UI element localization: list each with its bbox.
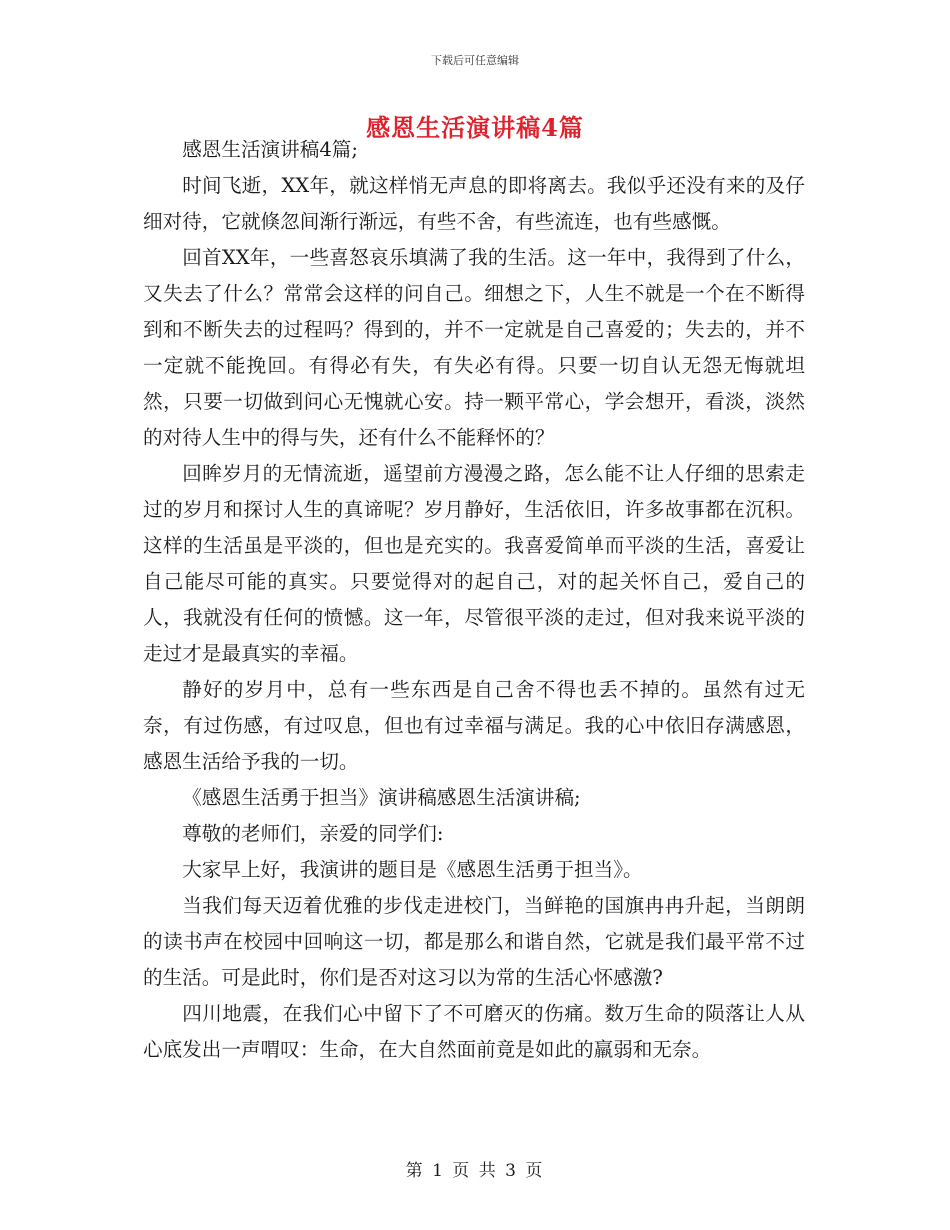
paragraph: 四川地震，在我们心中留下了不可磨灭的伤痛。数万生命的陨落让人从心底发出一声喟叹：生命，在大自然面前竟是如此的羸弱和无奈。 <box>143 1002 805 1061</box>
page-header-note: 下载后可任意编辑 <box>431 54 519 67</box>
document-body <box>143 132 805 1068</box>
page-number-footer: 第 1 页 共 3 页 <box>405 1161 545 1181</box>
paragraph: 时间飞逝，XX年，就这样悄无声息的即将离去。我似乎还没有来的及仔细对待，它就倏忽间渐行渐远，有些不舍，有些流连，也有些感慨。 <box>143 174 805 233</box>
paragraph: 回眸岁月的无情流逝，遥望前方漫漫之路，怎么能不让人仔细的思索走过的岁月和探讨人生的真谛呢？岁月静好，生活依旧，许多故事都在沉积。这样的生活虽是平淡的，但也是充实的。我喜爱简单而平淡的生活，喜爱让自己能尽可能的真实。只要觉得对的起自己，对的起关怀自己，爱自己的人，我就没有任何的愤憾。这一年，尽管很平淡的走过，但对我来说平淡的走过才是最真实的幸福。 <box>143 462 805 665</box>
document-title: 感恩生活演讲稿4篇 <box>366 113 584 142</box>
paragraph: 大家早上好，我演讲的题目是《感恩生活勇于担当》。 <box>182 858 643 881</box>
paragraph: 回首XX年，一些喜怒哀乐填满了我的生活。这一年中，我得到了什么，又失去了什么？常常会这样的问自己。细想之下，人生不就是一个在不断得到和不断失去的过程吗？得到的，并不一定就是自己喜爱的；失去的，并不一定就不能挽回。有得必有失，有失必有得。只要一切自认无怨无悔就坦然，只要一切做到问心无愧就心安。持一颗平常心，学会想开，看淡，淡然的对待人生中的得与失，还有什么不能释怀的？ <box>143 246 805 449</box>
paragraph: 静好的岁月中，总有一些东西是自己舍不得也丢不掉的。虽然有过无奈，有过伤感，有过叹息，但也有过幸福与满足。我的心中依旧存满感恩，感恩生活给予我的一切。 <box>143 678 805 773</box>
paragraph: 当我们每天迈着优雅的步伐走进校门，当鲜艳的国旗冉冉升起，当朗朗的读书声在校园中回响这一切，都是那么和谐自然，它就是我们最平常不过的生活。可是此时，你们是否对这习以为常的生活心怀感激? <box>143 894 805 989</box>
paragraph: 感恩生活演讲稿4篇; <box>182 138 359 161</box>
paragraph: 尊敬的老师们，亲爱的同学们: <box>182 822 444 845</box>
paragraph: 《感恩生活勇于担当》演讲稿感恩生活演讲稿; <box>182 786 581 809</box>
